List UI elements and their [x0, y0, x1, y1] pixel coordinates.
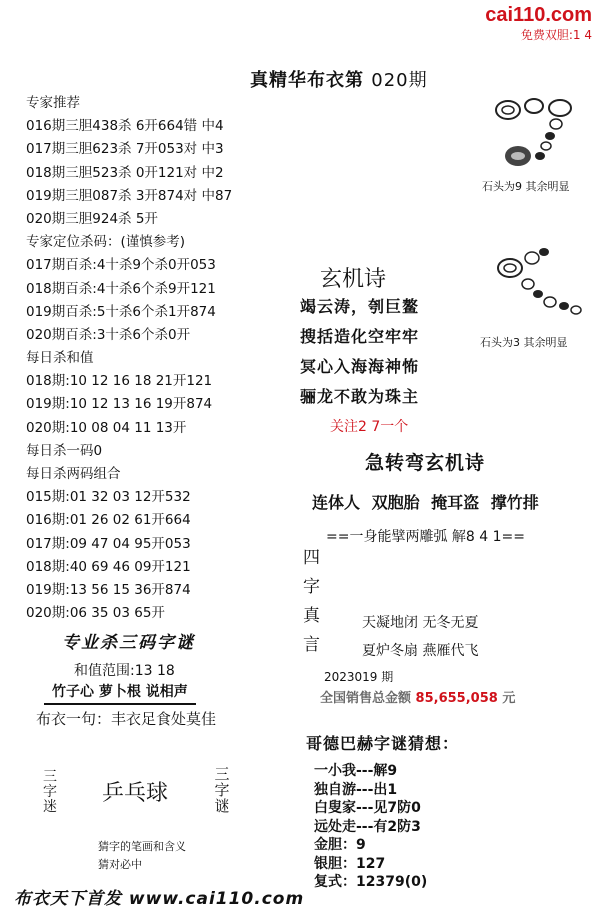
vertical-char: 四: [303, 548, 320, 568]
poem-line: 搜括造化空牢牢: [300, 327, 420, 346]
list-item: 018期:40 69 46 09开121: [26, 558, 191, 575]
list-item: 018期:10 12 16 18 21开121: [26, 373, 213, 390]
goethe-heading: 哥德巴赫字谜猜想：: [306, 734, 460, 753]
hint-line-1: 猜字的笔画和含义: [98, 840, 186, 853]
goethe-list: [314, 762, 427, 892]
poem-title: 玄机诗: [320, 267, 387, 292]
list-item: 银胆：127: [314, 855, 386, 872]
list-item: 复式：12379(0): [314, 874, 428, 890]
list-item: 020期:10 08 04 11 13开: [26, 419, 187, 436]
list-item: 金胆：9: [314, 837, 366, 853]
yishen-line: ==一身能擘两雕弧 解8 4 1==: [326, 529, 525, 545]
vertical-char: 谜: [214, 797, 230, 815]
list-item: 015期:01 32 03 12开532: [26, 489, 191, 506]
vertical-char: 三: [214, 765, 230, 783]
idioms-line: 连体人 双胞胎 掩耳盗 撑竹排: [312, 493, 539, 512]
list-item: 020期百杀:3十杀6个杀0开: [26, 326, 191, 343]
four-char-line-1: 天凝地闭 无冬无夏: [362, 615, 479, 631]
riddle-line: 竹子心 萝卜根 说相声: [44, 681, 196, 705]
hezhi-range: 和值范围:13 18: [74, 663, 175, 679]
vertical-char: 字: [43, 784, 57, 800]
slogan-heading: 专业杀三码字谜: [62, 633, 195, 653]
vertical-char: 真: [303, 606, 320, 626]
free-double-line: 免费双胆:1 4: [520, 28, 592, 42]
site-logo: cai110.com: [485, 4, 592, 26]
list-item: 016期三胆438杀 6开664错 中4: [26, 118, 224, 135]
list-item: 019期:13 56 15 36开874: [26, 581, 191, 598]
sales-unit: 元: [502, 691, 516, 706]
list-item: 020期三胆924杀 5开: [26, 210, 158, 227]
vertical-label-right: [214, 766, 230, 814]
vertical-char: 迷: [43, 799, 57, 815]
stone-caption-2: 石头为3 其余明显: [480, 336, 568, 349]
page-title: [250, 66, 428, 92]
poem-line: 骊龙不敢为珠主: [300, 387, 420, 406]
list-item: 一小我---解9: [314, 763, 398, 779]
one-sentence: 布衣一句：丰衣足食处莫佳: [36, 710, 217, 728]
list-item: 017期百杀:4十杀9个杀0开053: [26, 257, 216, 274]
list-item: 018期三胆523杀 0开121对 中2: [26, 164, 224, 181]
list-item: 专家定位杀码：(谨慎参考): [26, 234, 186, 251]
vertical-char: 字: [214, 781, 230, 799]
list-item: 每日杀一码0: [26, 442, 103, 459]
vertical-label-left: [42, 770, 58, 815]
footer-url: 布衣天下首发 www.cai110.com: [14, 889, 305, 909]
list-item: 每日杀和值: [26, 350, 94, 367]
sales-total: [320, 687, 515, 706]
list-item: 017期:09 47 04 95开053: [26, 535, 191, 552]
issue-number: 2023019 期: [324, 670, 394, 684]
poem-line: 冥心入海海神怖: [300, 357, 420, 376]
four-char-vertical: [303, 544, 325, 660]
title-text: 真精华布衣第: [250, 70, 364, 91]
hint-line-2: 猜对必中: [98, 858, 142, 871]
list-item: 019期:10 12 13 16 19开874: [26, 396, 213, 413]
sales-label: 全国销售总金额: [320, 691, 412, 706]
list-item: 白叟家---见7防0: [314, 800, 421, 816]
stone-puzzle-9-icon: [490, 96, 590, 176]
list-item: 独自游---出1: [314, 781, 398, 798]
list-item: 每日杀两码组合: [26, 466, 121, 482]
list-item: 019期三胆087杀 3开874对 中87: [26, 187, 233, 204]
list-item: 远处走---有2防3: [314, 818, 421, 835]
four-char-line-2: 夏炉冬扇 燕雁代飞: [362, 643, 479, 659]
list-item: 017期三胆623杀 7开053对 中3: [26, 141, 224, 158]
list-item: 019期百杀:5十杀6个杀1开874: [26, 303, 216, 320]
vertical-char: 言: [303, 635, 320, 655]
stone-caption-1: 石头为9 其余明显: [482, 180, 570, 193]
list-item: 专家推荐: [26, 95, 80, 111]
riddle-poem-heading: 急转弯玄机诗: [365, 452, 486, 474]
poem-line: 竭云涛，刳巨鳌: [300, 297, 420, 316]
sales-amount: 85,655,058: [415, 691, 498, 706]
vertical-char: 三: [43, 769, 57, 785]
stone-puzzle-3-icon: [488, 244, 588, 324]
poem-lines: [300, 292, 419, 412]
title-issue: 020期: [371, 70, 428, 91]
pingpong-word: 乒乓球: [102, 781, 169, 806]
follow-note: 关注2 7一个: [330, 419, 409, 435]
vertical-char: 字: [303, 577, 320, 597]
list-item: 020期:06 35 03 65开: [26, 605, 165, 622]
list-item: 018期百杀:4十杀6个杀9开121: [26, 280, 216, 297]
left-data-list: [26, 92, 232, 625]
list-item: 016期:01 26 02 61开664: [26, 512, 191, 529]
